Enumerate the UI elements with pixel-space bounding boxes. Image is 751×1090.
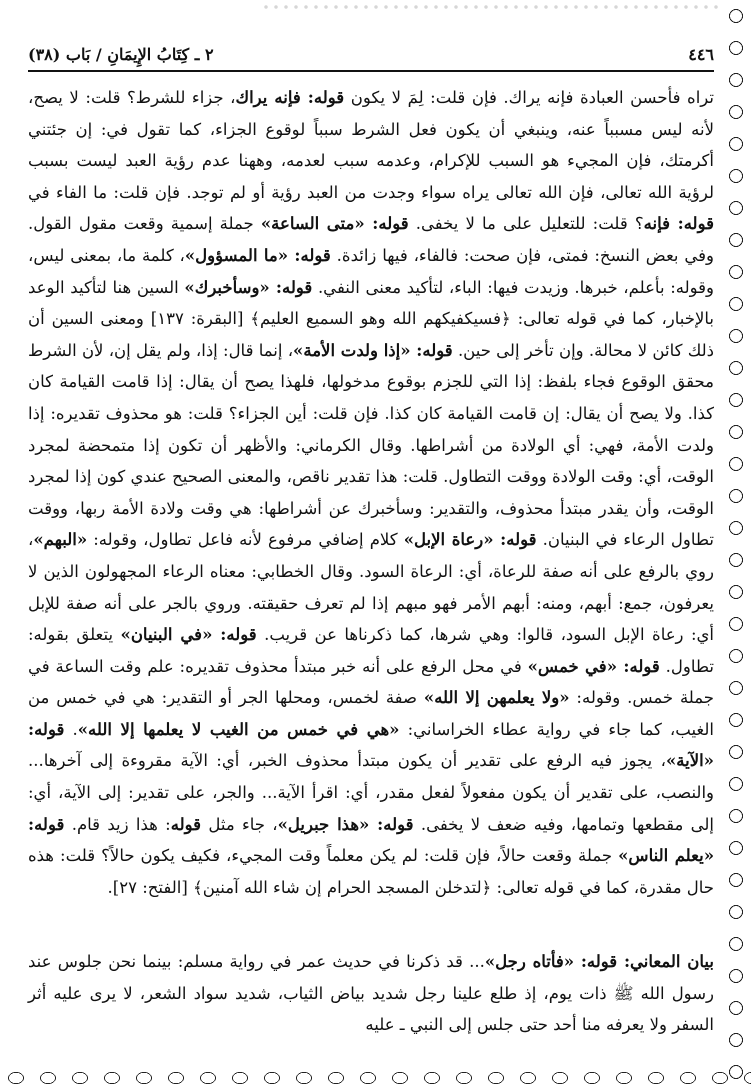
bold-run: «هي في خمس من الغيب لا يعلمها إلا الله» bbox=[77, 719, 400, 739]
bold-run: قوله bbox=[170, 814, 202, 834]
bold-run: قوله: «يعلم الناس» bbox=[28, 814, 715, 866]
top-decorative-strip bbox=[260, 0, 720, 14]
commentary-paragraph-2 bbox=[28, 946, 714, 1041]
text-run: جملة وقعت حالاً، فإن قلت: لم يكن معلماً وقت المجيء، فكيف يكون حالاً؟ قلت: هذه حال مقدرة، كما في قوله تعالى: ﴿لتدخلن المسجد الحرام إن شاء الله آمنين﴾ [الفتح: ٢٧]. bbox=[28, 846, 714, 897]
bold-run: قوله: «إذا ولدت الأمة» bbox=[293, 340, 453, 360]
text-run: كلام إضافي مرفوع لأنه فاعل تطاول، وقوله: bbox=[87, 530, 404, 550]
bold-run: قوله: «في البنيان» bbox=[120, 625, 257, 645]
right-decorative-border bbox=[721, 0, 751, 1090]
text-run: جملة إسمية وقعت مقول القول. وفي بعض النسخ: فمتى، فإن صحت: فالفاء، فيها زائدة. bbox=[28, 214, 714, 265]
page-header bbox=[28, 40, 714, 68]
text-run: ، جاء مثل bbox=[201, 814, 278, 834]
bold-run: قوله: «وسأخبرك» bbox=[184, 277, 313, 297]
text-run: ، يجوز فيه الرفع على تقدير أن يكون مبتدأ محذوف الخبر، أي: الآية مقروءة إلى آخرها... والنصب، على تقدير أن يكون مفعولاً لفعل مقدر، أي: اقرأ الآية... والجر، على تقدير: إلى الآية، أي: إلى مقطعها وتمامها، وفيه ضعف لا يخفى. bbox=[28, 751, 714, 834]
bold-run: قوله: «ما المسؤول» bbox=[184, 245, 331, 265]
text-run: تراه فأحسن العبادة فإنه يراك. فإن قلت: لِمَ لا يكون bbox=[344, 88, 714, 107]
bold-run: قوله: «هذا جبريل» bbox=[277, 814, 414, 834]
bold-run: قوله: فإنه bbox=[643, 214, 714, 234]
text-run: ، إنما قال: إذا، ولم يقل إن، لأن الشرط محقق الوقوع فجاء بلفظ: إذا التي للجزم بوقوع مدخولها، فلهذا يصح أن يقال: إذا قامت القيامة كان كذا. ولا يصح أن يقال: إن قامت القيامة كان كذا. فإن قلت: أين الجزاء؟ قلت: هو محذوف تقديره: إذا ولدت الأمة، فهي: أي الولادة من أشراطها. وقال الكرماني: والأظهر أن تكون إذا متمحضة لمجرد الوقت، أي: وقت الولادة ووقت التطاول. قلت: هذا تقدير ناقص، والمعنى الصحيح عندي كون إذا لمجرد الوقت، وأن يقدر مبتدأ محذوف، والتقدير: وسأخبرك عن أشراطها: هي وقت ولادة الأمة ربها، ووقت تطاول الرعاء في البنيان. bbox=[28, 340, 715, 550]
header-rule bbox=[28, 70, 714, 72]
bold-run: قوله: «رعاة الإبل» bbox=[403, 530, 537, 550]
text-run: : هذا زيد قام. bbox=[64, 814, 171, 834]
bold-run: «ولا يعلمهن إلا الله» bbox=[423, 688, 570, 708]
bold-run: قوله: «الآية» bbox=[28, 719, 714, 771]
text-run: ؟ قلت: للتعليل على ما لا يخفى. bbox=[408, 214, 644, 234]
bold-run: قوله: فإنه يراك bbox=[235, 88, 345, 107]
text-run: السين هنا لتأكيد الوعد بالإخبار، كما في قوله تعالى: ﴿فسيكفيكهم الله وهو السميع العليم﴾ [البقرة: ١٣٧] ومعنى السين أن ذلك كائن لا محالة. وإن تأخر إلى حين. bbox=[28, 277, 714, 360]
bold-run: «البهم» bbox=[33, 530, 88, 550]
running-title: ٢ ـ كِتَابُ الإِيمَانِ / بَاب (٣٨) bbox=[28, 44, 214, 64]
bottom-decorative-border bbox=[0, 1066, 751, 1090]
text-run: يتعلق بقوله: تطاول. bbox=[28, 625, 714, 676]
page-number: ٤٤٦ bbox=[688, 44, 714, 64]
text-run: في محل الرفع على أنه خبر مبتدأ محذوف تقديره: علم وقت الساعة في جملة خمس. وقوله: bbox=[28, 656, 714, 708]
bold-run: قوله: «في خمس» bbox=[527, 656, 660, 676]
commentary-paragraph-1 bbox=[28, 82, 714, 903]
text-run: صفة لخمس، ومحلها الجر أو التقدير: هي في خمس من الغيب، كما جاء في رواية عطاء الخراساني: bbox=[28, 688, 714, 739]
text-run: ، جزاء للشرط؟ قلت: لا يصح، لأنه ليس مسبباً عنه، وينبغي أن يكون فعل الشرط سبباً لوقوع الجزاء، كما تقول في: إن جئتني أكرمتك، فإن المجيء هو السبب للإكرام، وعدمه سبب لعدمه، وههنا عدم رؤية العبد ليست بسبب لرؤية الله تعالى، فإن الله تعالى يراه سواء وجدت من العبد رؤية أو لم توجد. فإن قلت: ما الفاء في bbox=[28, 88, 714, 202]
text-run: ، روي بالرفع على أنه صفة للرعاة، أي: الرعاة السود. وقال الخطابي: معناه الرعاء المجهولون الذين لا يعرفون، جمع: أبهم، ومنه: أبهم الأمر فهو مبهم إذا لم تعرف حقيقته. وروي بالجر على أنه صفة للإبل أي: رعاة الإبل السود، قالوا: وهي شرها، كما ذكرناها عن قريب. bbox=[28, 530, 715, 645]
text-run: . bbox=[64, 719, 78, 739]
text-run: ، كلمة ما، بمعنى ليس، وقوله: بأعلم، خبرها. وزيدت فيها: الباء، لتأكيد معنى النفي. bbox=[28, 245, 715, 297]
bold-run: بيان المعاني: قوله: «فأتاه رجل» bbox=[484, 952, 714, 971]
text-run: ... قد ذكرنا في حديث عمر في رواية مسلم: بينما نحن جلوس عند رسول الله ﷺ ذات يوم، إذ طلع علينا رجل شديد بياض الثياب، شديد سواد الشعر، لا يرى عليه أثر السفر ولا يعرفه منا أحد حتى جلس إلى النبي ـ عليه bbox=[28, 952, 714, 1034]
bold-run: قوله: «متى الساعة» bbox=[260, 214, 409, 234]
